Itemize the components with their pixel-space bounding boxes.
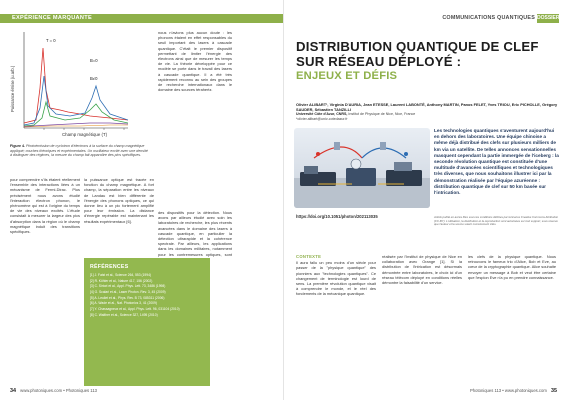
page-number: 35: [551, 388, 557, 394]
reference-item: [1] J. Faist et al., Science 264, 553 (1994): [90, 273, 152, 277]
author-list: Olivier ALIBART¹, Virginia D'AURIA, Jean ETESSE, Laurent LABONTÉ, Anthony MARTIN, Panos FELET, Yves TRIOU, Eric PICHOLLE, Grégory SAUDER, Sébastien TANZILLI: [296, 102, 558, 112]
figure-xlabel: Champ magnétique (T): [62, 132, 108, 137]
rubric-label: COMMUNICATIONS QUANTIQUES: [442, 15, 535, 21]
references-box: [84, 258, 210, 386]
body-text: les clefs de la physique quantique. Nous retrouvons le fameux trio d'Alice, Bob et Eve, au cœur de la cryptographie quantique. Alice souhaite envoyer un message à Bob et veut être certaine que l'espion Eve n'a pu en prendre connaissance.: [468, 254, 556, 280]
figure-photoemission: [10, 28, 132, 140]
body-column-1: [10, 177, 80, 234]
footer-text: Photoniques 113 • www.photoniques.com: [470, 388, 547, 393]
article-title: DISTRIBUTION QUANTIQUE DE CLEF SUR RÉSEAU DÉPLOYÉ :: [296, 39, 539, 69]
body-text: la puissance optique est tracée en fonction du champ magnétique. A fort champ, la séparation entre les niveaux de Landau est bien différente de l'énergie des phonons optiques, ce qui donne lieu à un pic fortement amplifié pour leur émission. La distance d'énergie repérable est maintenant les résultats expérimentaux [6].: [84, 177, 154, 224]
body-text: réalisée par l'Institut de physique de Nice en collaboration avec Orange [1]. Si la distribution de l'intrication est désormais démontrée entre laboratoires, le choix ici d'un réseau télécom déployé en conditions réelles démontre la faisabilité d'un service.: [382, 254, 462, 286]
page-footer-left: [10, 388, 97, 394]
caption-label: Figure 4.: [10, 144, 25, 148]
affiliation: [296, 112, 436, 121]
author-email[interactable]: *olivier.alibart@univ-cotedazur.fr: [296, 116, 348, 121]
body-column-3: [158, 30, 232, 92]
footer-text: www.photoniques.com • Photoniques 113: [20, 388, 97, 393]
body-text: Il aura fallu un peu moins d'un siècle pour passer de la "physique quantique" des pionniers aux "technologies quantiques". Ce changement de terminologie est lourd de sens. La première révolution quantique visait à comprendre le monde, et le réel des fondements de la mécanique quantique.: [296, 260, 376, 297]
figure-plot: [10, 28, 132, 140]
body-column-2: [84, 177, 154, 224]
body-text: pour comprendre s'ils étaient réellement l'ensemble des interactions liées à un mécanisme de Fermi-Dirac. Plus précisément nous avons étudié l'interaction électron phonon, le phénomène qui est à l'origine du temps de vie des niveaux excités. L'étude consistait à mesurer la largeur des pics d'absorption dans la région où le champ magnétique induit des transitions spécifiques.: [10, 177, 80, 235]
references-list: [90, 273, 204, 317]
lab-setup-illustration: [294, 128, 430, 208]
dossier-tag: DOSSIER: [537, 15, 560, 21]
body-text: des dispositifs pour la détection. Nous avons par ailleurs étudié avec soin les laboratoires de recherche, les plus récents avancées dans le domaine des lasers à cascade quantique, en particulier la détection ultrarapide et la cohérence spectrale. Par ailleurs, les applications dans les domaines militaires, notamment pour les contremesures optiques, sont: [158, 210, 232, 257]
reference-item: [5] A. Leuliet et al., Phys. Rev. B 73, 085311 (2006): [90, 295, 165, 300]
reference-item: [6] A. Wade et al., Nat. Photonics 3, 41 (2009): [90, 301, 157, 306]
figure-label-tap: T = 0: [46, 38, 56, 43]
section-heading-context: CONTEXTE: [296, 254, 322, 259]
license-credit: Article publié en accès libre sous les conditions définies par la licence Creative Commons Attribution (CC-BY). L'utilisation, la distribution et la reproduction sont autorisées sur tout support, sous réserve que l'auteur et la source soient correctement cités.: [434, 215, 559, 227]
affiliation-text: Institut de Physique de Nice, Nice, France: [348, 112, 416, 116]
article-subtitle: ENJEUX ET DÉFIS: [296, 70, 398, 82]
rubric-band: [284, 14, 566, 23]
body-column-1: [296, 254, 376, 297]
right-page: [283, 0, 566, 400]
section-band: [0, 14, 283, 23]
article-lede: Les technologies quantiques s'aventurent aujourd'hui en dehors des laboratoires. Une équipe chinoise a même déjà distribué des clefs sur plusieurs milliers de km via un satellite. De telles annonces sensationnelles masquent cependant la partie immergée de l'iceberg : la seconde révolution quantique est constituée d'une multitude d'avancées scientifiques et technologiques très diverses, que nous souhaitons illustrer ici par la démonstration réalisée par l'équipe azuréenne : distribution quantique de clef sur 50 km basée sur l'intrication.: [434, 128, 559, 196]
doi-link[interactable]: https://doi.org/10.1051/photon/202113035: [296, 214, 378, 219]
reference-item: [4] G. Scalari et al., Laser Photon. Rev. 3, 45 (2009): [90, 290, 166, 295]
caption-text: Photoémission de cyclotron d'électrons à la surface du champ magnétique appliqué; courbes théoriques et expérimentales. Un oscillateur excité avec une densité à distinguer des régimes, la mesure du champ fait apparaître des pics spécifiques.: [10, 144, 148, 158]
body-text: nous n'avions plus aucun doute : les phonons étaient en effet responsables du seuil important des lasers à cascade quantique. C'était le premier dispositif permettant de limiter l'énergie des électrons ainsi que de mesurer les temps de vie. La théorie développée pour ce modèle se porte dans le travail des lasers à cascade quantique. Il a été très rapidement reconnu au sein des groupes de recherche internationaux dans le domaine des sources térahertz.: [158, 30, 232, 93]
figure-label-b0: B=0: [90, 58, 98, 63]
section-band-label: EXPÉRIENCE MARQUANTE: [12, 15, 92, 21]
page-number: 34: [10, 388, 16, 394]
reference-item: [2] R. Köhler et al., Nature 417, 156 (2002): [90, 278, 153, 283]
reference-item: [8] C. Walther et al., Science 327, 1495 (2010): [90, 312, 158, 317]
body-column-2: [382, 254, 462, 285]
body-column-3-continued: [158, 210, 232, 262]
figure-caption: [10, 144, 150, 158]
figure-label-b1: B≠0: [90, 76, 98, 81]
hero-illustration: [294, 128, 430, 208]
reference-item: [7] Y. Chassagneux et al., Appl. Phys. Lett. 96, 031104 (2010): [90, 307, 180, 312]
affiliation-name: Université Côte d'Azur, CNRS,: [296, 112, 348, 116]
page-footer-right: [470, 388, 557, 394]
references-title: RÉFÉRENCES: [90, 264, 129, 270]
body-column-3: [468, 254, 556, 280]
figure-ylabel: Puissance émise (u.arb.): [10, 65, 15, 112]
reference-item: [3] C. Sirtori et al., Appl. Phys. Lett. 73, 3486 (1998): [90, 284, 166, 289]
